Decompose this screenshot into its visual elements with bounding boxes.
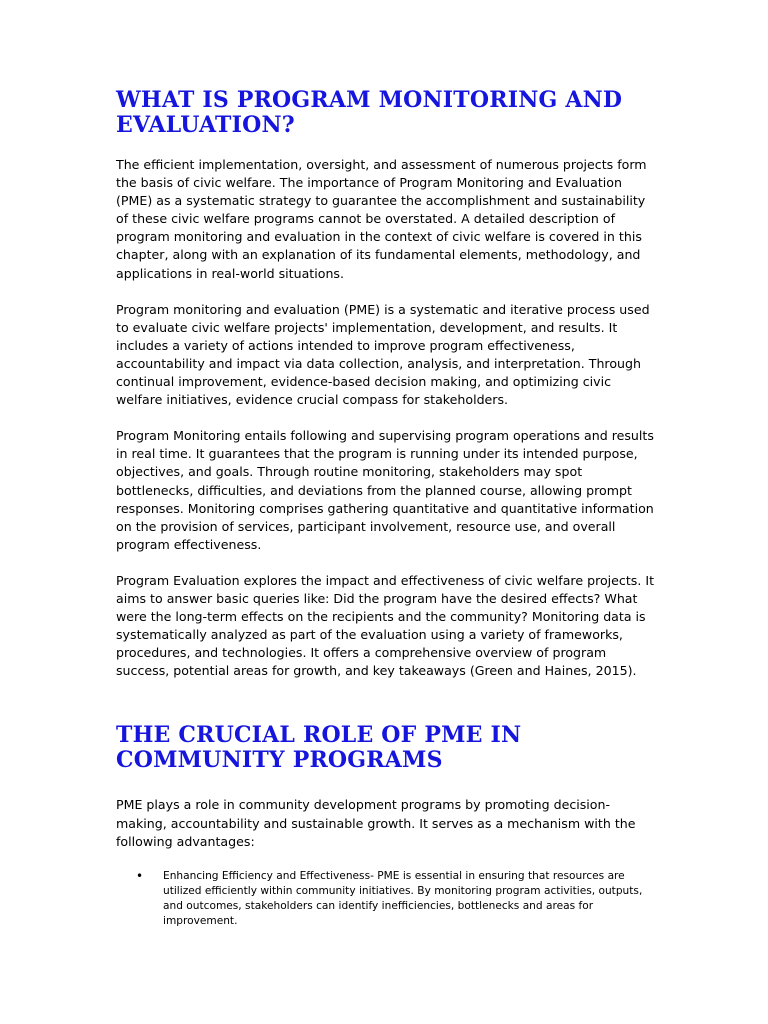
- bullet-list: [116, 869, 656, 929]
- section-heading: WHAT IS PROGRAM MONITORING AND EVALUATION?: [116, 87, 623, 138]
- bullet-icon: •: [136, 868, 144, 883]
- body-paragraph: Program Evaluation explores the impact and effectiveness of civic welfare projects. It aims to answer basic queries like: Did the program have the desired effects? What were the long-term effects on the recipients and the community? Monitoring data is systematically analyzed as part of the evaluation using a variety of frameworks, procedures, and technologies. It offers a comprehensive overview of program success, potential areas for growth, and key takeaways (Green and Haines, 2015).: [116, 572, 655, 679]
- body-paragraph: Program monitoring and evaluation (PME) is a systematic and iterative process used to evaluate civic welfare projects' implementation, development, and results. It includes a variety of actions intended to improve program effectiveness, accountability and impact via data collection, analysis, and interpretation. Through continual improvement, evidence-based decision making, and optimizing civic welfare initiatives, evidence crucial compass for stakeholders.: [116, 301, 650, 408]
- document-page: [116, 88, 656, 929]
- section-heading: THE CRUCIAL ROLE OF PME IN COMMUNITY PROGRAMS: [116, 722, 522, 774]
- body-paragraph: Program Monitoring entails following and supervising program operations and results in real time. It guarantees that the program is running under its intended purpose, objectives, and goals. Through routine monitoring, stakeholders may spot bottlenecks, difficulties, and deviations from the planned course, allowing prompt responses. Monitoring comprises gathering quantitative and quantitative information on the provision of services, participant involvement, resource use, and overall program effectiveness.: [116, 428, 654, 552]
- list-item: [136, 868, 643, 929]
- body-paragraph: The efficient implementation, oversight, and assessment of numerous projects form the basis of civic welfare. The importance of Program Monitoring and Evaluation (PME) as a systematic strategy to guarantee the accomplishment and sustainability of these civic welfare programs cannot be overstated. A detailed description of program monitoring and evaluation in the context of civic welfare is covered in this chapter, along with an explanation of its fundamental elements, methodology, and applications in real-world situations.: [116, 157, 647, 281]
- body-paragraph: PME plays a role in community development programs by promoting decision-making, accountability and sustainable growth. It serves as a mechanism with the following advantages:: [116, 797, 636, 849]
- list-item-text: Enhancing Efficiency and Effectiveness- PME is essential in ensuring that resources are utilized efficiently within community initiatives. By monitoring program activities, outputs, and outcomes, stakeholders can identify inefficiencies, bottlenecks and areas for improvement.: [163, 869, 643, 927]
